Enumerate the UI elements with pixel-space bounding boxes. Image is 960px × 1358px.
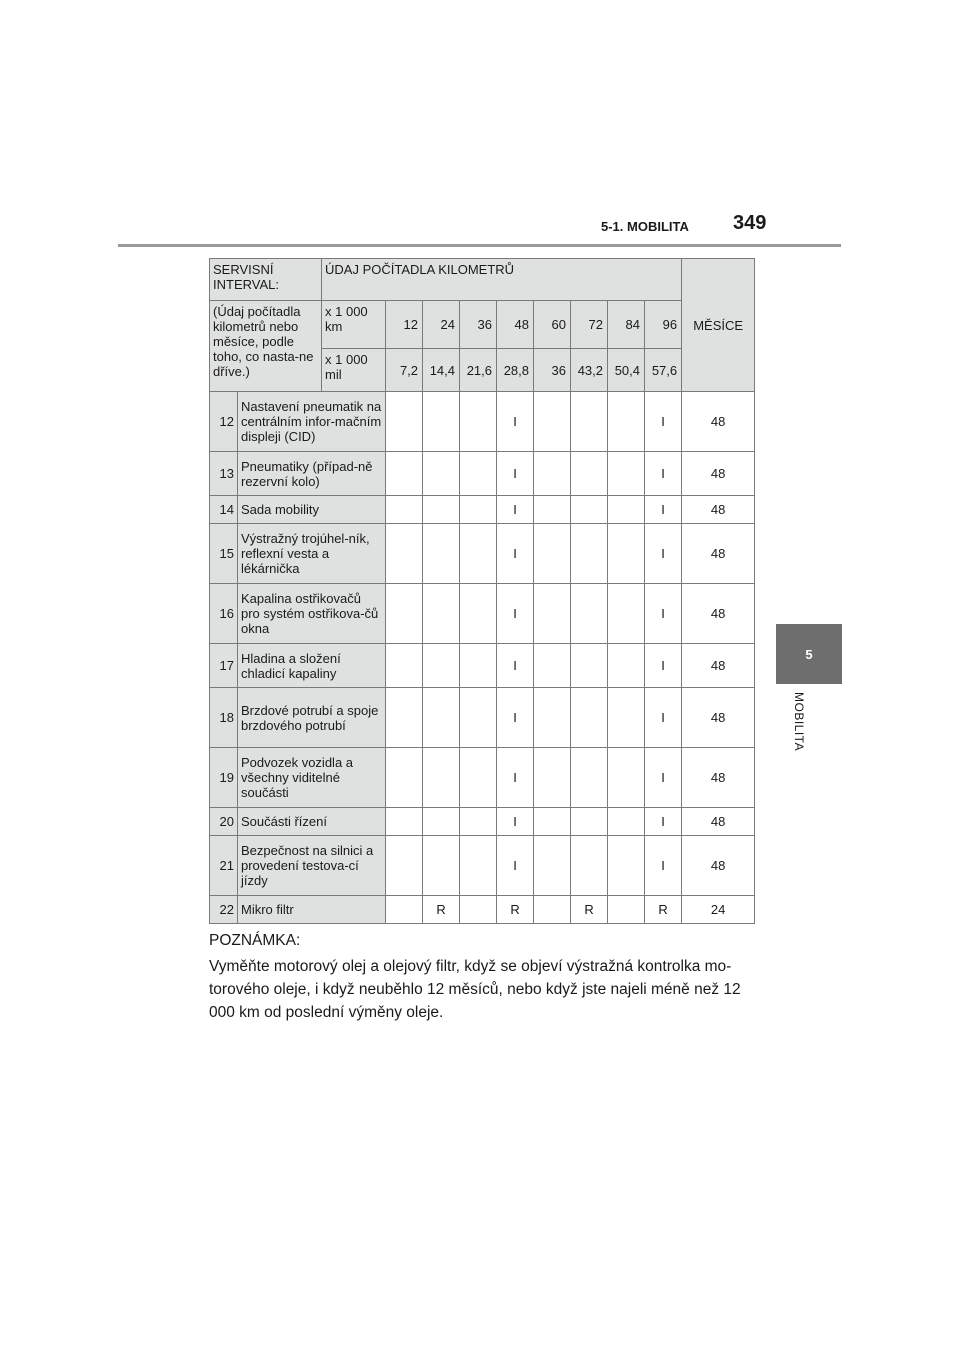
mil-value: 21,6 — [460, 349, 497, 392]
interval-cell — [534, 524, 571, 584]
interval-cell — [423, 452, 460, 496]
interval-cell — [423, 688, 460, 748]
interval-cell — [460, 748, 497, 808]
table-row — [210, 524, 755, 584]
interval-cell — [608, 584, 645, 644]
interval-cell — [608, 836, 645, 896]
interval-cell — [386, 896, 423, 924]
page-number: 349 — [733, 212, 767, 234]
interval-cell: I — [645, 496, 682, 524]
interval-cell — [571, 524, 608, 584]
table-row — [210, 496, 755, 524]
interval-cell: I — [497, 584, 534, 644]
interval-cell — [571, 452, 608, 496]
note-heading: POZNÁMKA: — [209, 932, 301, 949]
chapter-number: 5 — [805, 646, 813, 662]
interval-cell — [386, 496, 423, 524]
interval-cell: I — [645, 688, 682, 748]
interval-cell — [534, 836, 571, 896]
interval-cell — [460, 496, 497, 524]
km-value: 72 — [571, 301, 608, 349]
interval-cell — [423, 584, 460, 644]
table-row — [210, 688, 755, 748]
service-interval-header: SERVISNÍ INTERVAL: — [210, 259, 322, 301]
interval-cell — [386, 524, 423, 584]
km-value: 48 — [497, 301, 534, 349]
row-item: Součásti řízení — [238, 808, 386, 836]
row-item: Sada mobility — [238, 496, 386, 524]
row-item: Kapalina ostřikovačů pro systém ostřikova-čů okna — [238, 584, 386, 644]
row-months: 48 — [682, 452, 755, 496]
interval-cell — [608, 644, 645, 688]
interval-cell: I — [645, 808, 682, 836]
interval-cell — [460, 836, 497, 896]
interval-cell: I — [645, 748, 682, 808]
row-months: 48 — [682, 524, 755, 584]
interval-cell — [460, 392, 497, 452]
interval-cell — [460, 688, 497, 748]
interval-cell: I — [645, 644, 682, 688]
interval-cell — [423, 392, 460, 452]
mil-value: 50,4 — [608, 349, 645, 392]
table-row — [210, 896, 755, 924]
row-item: Výstražný trojúhel-ník, reflexní vesta a lékárnička — [238, 524, 386, 584]
interval-cell — [460, 524, 497, 584]
table-row — [210, 836, 755, 896]
interval-cell — [608, 496, 645, 524]
row-number: 14 — [210, 496, 238, 524]
row-item: Podvozek vozidla a všechny viditelné součásti — [238, 748, 386, 808]
interval-cell — [534, 392, 571, 452]
mil-value: 28,8 — [497, 349, 534, 392]
interval-cell: R — [497, 896, 534, 924]
interval-cell — [534, 748, 571, 808]
interval-cell: I — [645, 584, 682, 644]
interval-cell — [460, 896, 497, 924]
km-value: 12 — [386, 301, 423, 349]
row-number: 22 — [210, 896, 238, 924]
interval-cell — [534, 896, 571, 924]
interval-cell — [534, 496, 571, 524]
mil-value: 7,2 — [386, 349, 423, 392]
interval-cell: R — [645, 896, 682, 924]
interval-cell — [571, 496, 608, 524]
km-value: 24 — [423, 301, 460, 349]
chapter-label: MOBILITA — [792, 692, 806, 752]
row-number: 16 — [210, 584, 238, 644]
odometer-header: ÚDAJ POČÍTADLA KILOMETRŮ — [322, 259, 682, 301]
interval-cell — [386, 644, 423, 688]
interval-cell — [423, 524, 460, 584]
row-months: 24 — [682, 896, 755, 924]
mil-value: 57,6 — [645, 349, 682, 392]
mil-value: 36 — [534, 349, 571, 392]
chapter-tab — [776, 624, 842, 684]
interval-cell — [386, 688, 423, 748]
interval-note-cell: (Údaj počítadla kilometrů nebo měsíce, podle toho, co nasta-ne dříve.) — [210, 301, 322, 392]
interval-cell — [571, 836, 608, 896]
interval-cell: R — [571, 896, 608, 924]
row-months: 48 — [682, 688, 755, 748]
interval-cell — [386, 392, 423, 452]
row-months: 48 — [682, 836, 755, 896]
interval-cell: I — [645, 392, 682, 452]
interval-cell — [608, 688, 645, 748]
km-value: 36 — [460, 301, 497, 349]
km-value: 96 — [645, 301, 682, 349]
interval-cell — [608, 524, 645, 584]
row-months: 48 — [682, 584, 755, 644]
section-title: 5-1. MOBILITA — [601, 219, 689, 234]
interval-cell — [608, 896, 645, 924]
interval-cell — [423, 808, 460, 836]
row-number: 21 — [210, 836, 238, 896]
row-number: 12 — [210, 392, 238, 452]
km-value: 60 — [534, 301, 571, 349]
interval-cell — [386, 584, 423, 644]
interval-cell: I — [645, 524, 682, 584]
interval-cell — [460, 452, 497, 496]
interval-cell — [386, 452, 423, 496]
header-divider — [118, 244, 841, 247]
months-header: MĚSÍCE — [682, 259, 755, 392]
table-row — [210, 808, 755, 836]
row-number: 20 — [210, 808, 238, 836]
interval-cell — [460, 808, 497, 836]
interval-cell: I — [497, 452, 534, 496]
mil-label: x 1 000 mil — [322, 349, 386, 392]
interval-cell — [608, 808, 645, 836]
row-number: 15 — [210, 524, 238, 584]
interval-cell: I — [497, 524, 534, 584]
interval-cell: I — [497, 836, 534, 896]
row-number: 19 — [210, 748, 238, 808]
table-row — [210, 748, 755, 808]
row-number: 13 — [210, 452, 238, 496]
interval-cell: I — [497, 644, 534, 688]
mil-value: 14,4 — [423, 349, 460, 392]
interval-cell: I — [645, 452, 682, 496]
km-value: 84 — [608, 301, 645, 349]
interval-cell — [534, 688, 571, 748]
table-row — [210, 644, 755, 688]
row-months: 48 — [682, 496, 755, 524]
interval-cell — [571, 808, 608, 836]
interval-cell — [423, 496, 460, 524]
row-months: 48 — [682, 392, 755, 452]
km-label: x 1 000 km — [322, 301, 386, 349]
interval-cell — [386, 748, 423, 808]
interval-cell — [571, 748, 608, 808]
interval-cell: I — [497, 392, 534, 452]
row-item: Hladina a složení chladicí kapaliny — [238, 644, 386, 688]
interval-cell — [534, 808, 571, 836]
interval-cell — [386, 808, 423, 836]
row-number: 18 — [210, 688, 238, 748]
row-item: Nastavení pneumatik na centrálním infor-mačním displeji (CID) — [238, 392, 386, 452]
interval-cell — [534, 644, 571, 688]
interval-cell — [608, 452, 645, 496]
interval-cell — [423, 748, 460, 808]
interval-cell — [571, 392, 608, 452]
interval-cell: R — [423, 896, 460, 924]
row-item: Brzdové potrubí a spoje brzdového potrubí — [238, 688, 386, 748]
row-months: 48 — [682, 748, 755, 808]
mil-value: 43,2 — [571, 349, 608, 392]
interval-cell: I — [645, 836, 682, 896]
interval-cell: I — [497, 496, 534, 524]
interval-cell: I — [497, 808, 534, 836]
interval-cell — [423, 836, 460, 896]
row-months: 48 — [682, 644, 755, 688]
row-item: Bezpečnost na silnici a provedení testova-cí jízdy — [238, 836, 386, 896]
interval-cell — [608, 392, 645, 452]
interval-cell — [534, 584, 571, 644]
row-item: Pneumatiky (případ-ně rezervní kolo) — [238, 452, 386, 496]
interval-cell — [460, 644, 497, 688]
table-row — [210, 584, 755, 644]
interval-cell — [571, 688, 608, 748]
interval-cell — [386, 836, 423, 896]
row-item: Mikro filtr — [238, 896, 386, 924]
row-months: 48 — [682, 808, 755, 836]
row-number: 17 — [210, 644, 238, 688]
interval-cell: I — [497, 748, 534, 808]
interval-cell — [460, 584, 497, 644]
interval-cell — [571, 584, 608, 644]
interval-cell — [608, 748, 645, 808]
maintenance-table — [209, 258, 755, 924]
table-row — [210, 452, 755, 496]
interval-cell — [571, 644, 608, 688]
interval-cell: I — [497, 688, 534, 748]
interval-cell — [534, 452, 571, 496]
interval-cell — [423, 644, 460, 688]
table-row — [210, 392, 755, 452]
note-text: Vyměňte motorový olej a olejový filtr, když se objeví výstražná kontrolka mo-torového oleje, i když neuběhlo 12 měsíců, nebo když jste najeli méně než 12 000 km od poslední výměny oleje. — [209, 958, 741, 1021]
